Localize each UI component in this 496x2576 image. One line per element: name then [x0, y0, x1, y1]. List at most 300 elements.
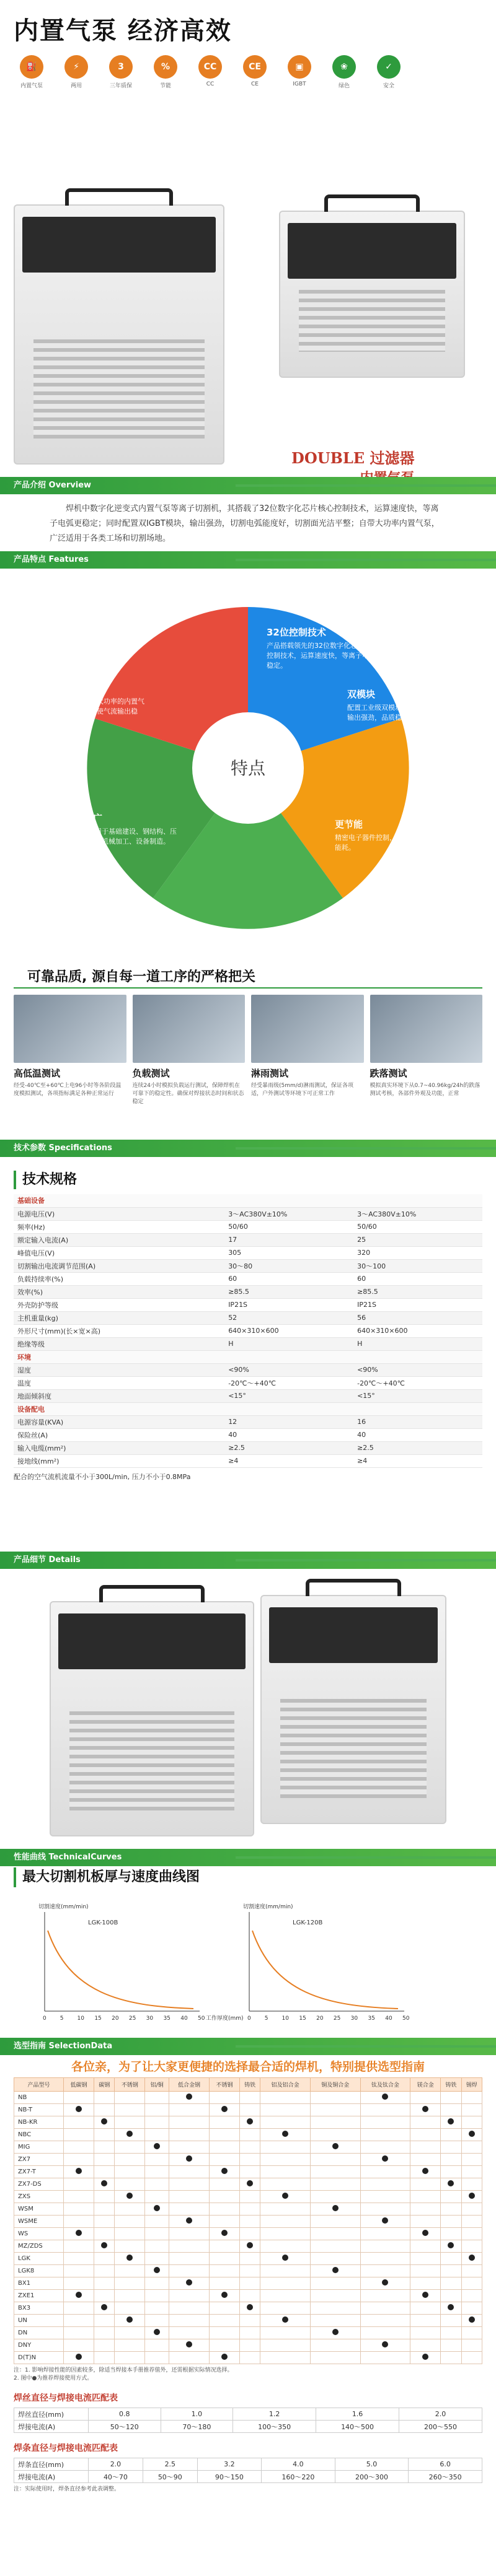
- matrix-cell: [410, 2178, 441, 2191]
- matrix-cell: [441, 2228, 461, 2240]
- recommend-dot-icon: [186, 2341, 192, 2347]
- match-value: 5.0: [335, 2458, 409, 2471]
- matrix-cell: [115, 2253, 145, 2265]
- matrix-cell: [410, 2290, 441, 2302]
- recommend-dot-icon: [332, 2205, 339, 2211]
- spec-row: [14, 1441, 482, 1454]
- machine-control-panel: [269, 1607, 438, 1663]
- matrix-cell: [441, 2191, 461, 2203]
- recommend-dot-icon: [422, 2354, 428, 2360]
- recommend-dot-icon: [469, 2193, 475, 2199]
- matrix-cell: [169, 2302, 210, 2315]
- matrix-cell: [94, 2191, 115, 2203]
- matrix-cell: [209, 2191, 239, 2203]
- matrix-cell: [94, 2104, 115, 2116]
- matrix-model-cell: DN: [14, 2327, 64, 2339]
- matrix-cell: [410, 2277, 441, 2290]
- selection-title: 各位亲，为了让大家更便捷的选择最合适的焊机，特别提供选型指南: [71, 2060, 425, 2074]
- matrix-cell: [169, 2216, 210, 2228]
- matrix-model-cell: MZ/ZDS: [14, 2240, 64, 2253]
- spec-row: [14, 1233, 482, 1246]
- recommend-dot-icon: [332, 2329, 339, 2335]
- tick-label: 25: [128, 2015, 136, 2022]
- features-wheel: [0, 582, 496, 954]
- rod-title: 焊条直径与焊接电流匹配表: [14, 2443, 118, 2453]
- matrix-cell: [209, 2290, 239, 2302]
- matrix-cell: [461, 2141, 482, 2154]
- matrix-cell: [209, 2253, 239, 2265]
- match-value: 260～350: [409, 2471, 482, 2483]
- match-value: 1.0: [161, 2408, 233, 2421]
- energy-icon: %: [154, 55, 177, 79]
- overview-bar: 产品介绍 Overview: [0, 477, 496, 494]
- spec-cell: 50/60: [353, 1220, 482, 1233]
- feature-title: 32位控制技术: [267, 627, 326, 638]
- recommend-dot-icon: [282, 2131, 288, 2137]
- match-value: 200～300: [335, 2471, 409, 2483]
- matrix-cell: [209, 2178, 239, 2191]
- matrix-row: [14, 2302, 482, 2315]
- matrix-cell: [461, 2154, 482, 2166]
- recommend-dot-icon: [221, 2354, 228, 2360]
- matrix-row: [14, 2339, 482, 2352]
- matrix-cell: [169, 2277, 210, 2290]
- spec-row: [14, 1311, 482, 1324]
- match-row: [14, 2471, 482, 2483]
- matrix-cell: [260, 2178, 311, 2191]
- spec-cell: 绝缘等级: [14, 1337, 224, 1350]
- matrix-row: [14, 2240, 482, 2253]
- matrix-model-cell: NBC: [14, 2129, 64, 2141]
- matrix-header-cell: 铝/铜: [145, 2078, 169, 2092]
- matrix-model-cell: WSME: [14, 2216, 64, 2228]
- matrix-cell: [260, 2302, 311, 2315]
- matrix-header-cell: 锡焊: [461, 2078, 482, 2092]
- feature-title: 内置气泵: [56, 683, 94, 694]
- matrix-cell: [64, 2116, 94, 2129]
- recommend-dot-icon: [76, 2354, 82, 2360]
- matrix-cell: [260, 2327, 311, 2339]
- machine-handle: [306, 1579, 401, 1596]
- recommend-dot-icon: [382, 2217, 388, 2224]
- feature-icon-label: 内置气泵: [20, 83, 43, 89]
- matrix-cell: [145, 2302, 169, 2315]
- matrix-cell: [145, 2352, 169, 2364]
- tick-label: 10: [77, 2015, 85, 2022]
- cc-icon: CC: [198, 55, 222, 79]
- matrix-cell: [410, 2240, 441, 2253]
- recommend-dot-icon: [221, 2292, 228, 2298]
- matrix-cell: [240, 2166, 260, 2178]
- spec-cell: 30～80: [224, 1259, 353, 1272]
- matrix-row: [14, 2154, 482, 2166]
- spec-cell: ≥4: [353, 1454, 482, 1467]
- matrix-cell: [310, 2290, 360, 2302]
- chart-series-label: LGK-120B: [293, 1919, 323, 1926]
- spec-cell: -20℃～+40℃: [353, 1376, 482, 1389]
- matrix-cell: [169, 2265, 210, 2277]
- test-desc: 连续24小时模拟负载运行测试，保障焊机在可靠下的稳定性。确保对焊接状态时间和状态稳定: [132, 1083, 244, 1105]
- matrix-cell: [64, 2216, 94, 2228]
- matrix-cell: [410, 2315, 441, 2327]
- matrix-cell: [461, 2240, 482, 2253]
- recommend-dot-icon: [101, 2242, 107, 2248]
- recommend-dot-icon: [422, 2106, 428, 2112]
- tick-label: 0: [43, 2015, 46, 2022]
- spec-cell: 湿度: [14, 1363, 224, 1376]
- matrix-cell: [410, 2216, 441, 2228]
- recommend-dot-icon: [448, 2180, 454, 2186]
- matrix-cell: [360, 2129, 410, 2141]
- spec-cell: [224, 1402, 353, 1415]
- matrix-cell: [310, 2178, 360, 2191]
- matrix-cell: [94, 2302, 115, 2315]
- matrix-cell: [260, 2191, 311, 2203]
- spec-cell: IP21S: [224, 1298, 353, 1311]
- matrix-cell: [209, 2302, 239, 2315]
- match-value: 3.2: [197, 2458, 261, 2471]
- matrix-cell: [94, 2203, 115, 2216]
- matrix-cell: [360, 2141, 410, 2154]
- matrix-cell: [310, 2265, 360, 2277]
- matrix-cell: [115, 2265, 145, 2277]
- spec-cell: 60: [224, 1272, 353, 1285]
- spec-cell: 基础设备: [14, 1194, 224, 1207]
- matrix-cell: [64, 2141, 94, 2154]
- matrix-cell: [441, 2327, 461, 2339]
- matrix-cell: [310, 2191, 360, 2203]
- quality-test-card: [370, 995, 483, 1106]
- feature-icon-label: CC: [206, 81, 215, 87]
- recommend-dot-icon: [332, 2267, 339, 2273]
- test-caption: 跌落测试: [370, 1068, 407, 1079]
- matrix-cell: [441, 2240, 461, 2253]
- matrix-cell: [360, 2265, 410, 2277]
- recommend-dot-icon: [382, 2279, 388, 2286]
- matrix-cell: [169, 2240, 210, 2253]
- electrode-title: 焊丝直径与焊接电流匹配表: [14, 2393, 118, 2403]
- spec-cell: 输入电缆(mm²): [14, 1441, 224, 1454]
- matrix-cell: [240, 2315, 260, 2327]
- match-label: 焊条直径(mm): [14, 2458, 89, 2471]
- match-row: [14, 2408, 482, 2421]
- matrix-cell: [310, 2352, 360, 2364]
- matrix-cell: [310, 2116, 360, 2129]
- matrix-cell: [145, 2129, 169, 2141]
- matrix-row: [14, 2203, 482, 2216]
- matrix-cell: [310, 2302, 360, 2315]
- matrix-model-cell: UN: [14, 2315, 64, 2327]
- recommend-dot-icon: [154, 2143, 160, 2149]
- feature-desc: 产品搭载领先的32位数字化芯片核心控制技术，运算速度快，等离子电弧稳定。: [267, 642, 378, 670]
- matrix-cell: [64, 2253, 94, 2265]
- matrix-cell: [209, 2327, 239, 2339]
- spec-row: [14, 1298, 482, 1311]
- matrix-cell: [145, 2339, 169, 2352]
- matrix-cell: [64, 2290, 94, 2302]
- matrix-cell: [240, 2228, 260, 2240]
- details-bar: 产品细节 Details: [0, 1552, 496, 1569]
- recommend-dot-icon: [247, 2242, 253, 2248]
- matrix-cell: [360, 2339, 410, 2352]
- matrix-header-cell: 铸铁: [441, 2078, 461, 2092]
- tick-label: 15: [94, 2015, 102, 2022]
- match-value: 160～220: [262, 2471, 335, 2483]
- matrix-cell: [360, 2092, 410, 2104]
- matrix-cell: [310, 2092, 360, 2104]
- matrix-cell: [145, 2191, 169, 2203]
- matrix-cell: [209, 2240, 239, 2253]
- matrix-cell: [94, 2141, 115, 2154]
- matrix-cell: [441, 2178, 461, 2191]
- recommend-dot-icon: [332, 2143, 339, 2149]
- matrix-cell: [410, 2166, 441, 2178]
- tick-label: 5: [60, 2015, 64, 2022]
- recommend-dot-icon: [154, 2267, 160, 2273]
- matrix-cell: [260, 2116, 311, 2129]
- quality-photos: [0, 989, 496, 1106]
- recommend-dot-icon: [101, 2118, 107, 2124]
- spec-row: [14, 1428, 482, 1441]
- matrix-row: [14, 2253, 482, 2265]
- test-caption: 高低温测试: [14, 1068, 61, 1079]
- recommend-dot-icon: [469, 2131, 475, 2137]
- test-caption: 负载测试: [132, 1068, 170, 1079]
- matrix-cell: [441, 2339, 461, 2352]
- matrix-cell: [145, 2327, 169, 2339]
- matrix-cell: [461, 2166, 482, 2178]
- spec-cell: 效率(%): [14, 1285, 224, 1298]
- spec-cell: 频率(Hz): [14, 1220, 224, 1233]
- matrix-cell: [64, 2104, 94, 2116]
- overview-text: 焊机中数字化逆变式内置气泵等离子切割机，其搭载了32位数字化芯片核心控制技术，运算速度快，等离子电弧更稳定；同时配置双IGBT模块，输出强劲，切割电弧能度好，切割面光洁平整；自带大功率内置气泵，广泛适用于各类工场和切割场地。: [50, 504, 440, 543]
- matrix-cell: [115, 2240, 145, 2253]
- recommend-dot-icon: [126, 2316, 133, 2323]
- matrix-cell: [145, 2315, 169, 2327]
- matrix-cell: [310, 2166, 360, 2178]
- matrix-cell: [115, 2154, 145, 2166]
- matrix-cell: [115, 2104, 145, 2116]
- x-axis-label: 工作厚度(mm): [206, 2015, 244, 2022]
- matrix-cell: [115, 2228, 145, 2240]
- matrix-cell: [410, 2141, 441, 2154]
- quality-title: 可靠品质, 源自每一道工序的严格把关: [14, 966, 482, 989]
- matrix-cell: [115, 2092, 145, 2104]
- match-value: 40～70: [89, 2471, 143, 2483]
- matrix-cell: [169, 2203, 210, 2216]
- two-phase-icon: ⚡: [64, 55, 88, 79]
- safety-icon: ✓: [377, 55, 401, 79]
- spec-cell: IP21S: [353, 1298, 482, 1311]
- features-wheel-svg: [0, 582, 496, 954]
- recommend-dot-icon: [448, 2304, 454, 2310]
- matrix-model-cell: ZX7: [14, 2154, 64, 2166]
- matrix-header-cell: 低合金钢: [169, 2078, 210, 2092]
- matrix-cell: [461, 2092, 482, 2104]
- matrix-cell: [209, 2092, 239, 2104]
- spec-cell: 设备配电: [14, 1402, 224, 1415]
- spec-row: [14, 1220, 482, 1233]
- air-pump-icon: ⛽: [20, 55, 43, 79]
- matrix-cell: [115, 2315, 145, 2327]
- test-caption: 淋雨测试: [251, 1068, 289, 1079]
- matrix-cell: [240, 2191, 260, 2203]
- recommend-dot-icon: [186, 2155, 192, 2162]
- matrix-cell: [441, 2352, 461, 2364]
- matrix-cell: [169, 2352, 210, 2364]
- matrix-cell: [64, 2352, 94, 2364]
- matrix-cell: [169, 2228, 210, 2240]
- matrix-cell: [310, 2315, 360, 2327]
- matrix-cell: [410, 2104, 441, 2116]
- matrix-cell: [360, 2178, 410, 2191]
- matrix-cell: [64, 2315, 94, 2327]
- match-value: 1.6: [316, 2408, 399, 2421]
- spec-row: [14, 1454, 482, 1467]
- matrix-cell: [145, 2203, 169, 2216]
- machine-vents: [299, 290, 445, 352]
- matrix-cell: [310, 2240, 360, 2253]
- matrix-cell: [169, 2116, 210, 2129]
- matrix-cell: [94, 2154, 115, 2166]
- matrix-cell: [209, 2129, 239, 2141]
- matrix-cell: [169, 2315, 210, 2327]
- matrix-cell: [64, 2166, 94, 2178]
- details-images: [0, 1576, 496, 1836]
- matrix-cell: [441, 2092, 461, 2104]
- matrix-header-cell: 不锈钢: [209, 2078, 239, 2092]
- feature-block: [335, 818, 440, 853]
- matrix-cell: [94, 2339, 115, 2352]
- spec-cell: <15°: [353, 1389, 482, 1402]
- rod-table: [14, 2458, 482, 2483]
- recommend-dot-icon: [247, 2118, 253, 2124]
- recommend-dot-icon: [282, 2193, 288, 2199]
- spec-cell: <90%: [353, 1363, 482, 1376]
- spec-cell: 环境: [14, 1350, 224, 1363]
- matrix-cell: [240, 2092, 260, 2104]
- matrix-cell: [209, 2203, 239, 2216]
- matrix-cell: [260, 2315, 311, 2327]
- spec-row: [14, 1350, 482, 1363]
- matrix-cell: [461, 2191, 482, 2203]
- detail-machine-right: [260, 1595, 446, 1824]
- matrix-cell: [145, 2228, 169, 2240]
- spec-cell: 地面倾斜度: [14, 1389, 224, 1402]
- matrix-cell: [94, 2116, 115, 2129]
- spec-cell: 320: [353, 1246, 482, 1259]
- matrix-cell: [115, 2327, 145, 2339]
- spec-cell: 外壳防护等级: [14, 1298, 224, 1311]
- spec-row: [14, 1272, 482, 1285]
- matrix-cell: [441, 2141, 461, 2154]
- matrix-row: [14, 2104, 482, 2116]
- matrix-header-cell: 铝及铝合金: [260, 2078, 311, 2092]
- matrix-cell: [94, 2228, 115, 2240]
- spec-cell: 峰值电压(V): [14, 1246, 224, 1259]
- test-photo: [370, 995, 483, 1063]
- wheel-center-label: 特点: [230, 758, 266, 779]
- spec-title: 技术规格: [14, 1171, 482, 1189]
- matrix-cell: [260, 2253, 311, 2265]
- matrix-cell: [260, 2166, 311, 2178]
- matrix-cell: [240, 2327, 260, 2339]
- matrix-cell: [441, 2104, 461, 2116]
- tick-label: 15: [299, 2015, 306, 2022]
- matrix-cell: [260, 2352, 311, 2364]
- matrix-cell: [461, 2315, 482, 2327]
- recommend-dot-icon: [221, 2106, 228, 2112]
- recommend-dot-icon: [76, 2106, 82, 2112]
- matrix-model-cell: NB: [14, 2092, 64, 2104]
- match-value: 0.8: [89, 2408, 161, 2421]
- matrix-cell: [441, 2203, 461, 2216]
- matrix-cell: [360, 2302, 410, 2315]
- matrix-cell: [240, 2104, 260, 2116]
- spec-cell: [353, 1194, 482, 1207]
- matrix-cell: [360, 2277, 410, 2290]
- matrix-header-cell: 低碳钢: [64, 2078, 94, 2092]
- matrix-cell: [94, 2240, 115, 2253]
- matrix-row: [14, 2191, 482, 2203]
- match-value: 90～150: [197, 2471, 261, 2483]
- matrix-cell: [145, 2154, 169, 2166]
- matrix-cell: [94, 2327, 115, 2339]
- spec-cell: 50/60: [224, 1220, 353, 1233]
- matrix-cell: [260, 2277, 311, 2290]
- matrix-cell: [461, 2327, 482, 2339]
- spec-cell: H: [224, 1337, 353, 1350]
- machine-control-panel: [288, 223, 456, 279]
- matrix-cell: [64, 2265, 94, 2277]
- matrix-cell: [240, 2352, 260, 2364]
- matrix-cell: [441, 2166, 461, 2178]
- feature-icon-label: IGBT: [293, 81, 306, 87]
- matrix-model-cell: BX3: [14, 2302, 64, 2315]
- matrix-model-cell: DNY: [14, 2339, 64, 2352]
- tick-label: 40: [180, 2015, 188, 2022]
- matrix-model-cell: ZXS: [14, 2191, 64, 2203]
- spec-cell: 56: [353, 1311, 482, 1324]
- recommend-dot-icon: [469, 2316, 475, 2323]
- tick-label: 50: [402, 2015, 410, 2022]
- match-value: 6.0: [409, 2458, 482, 2471]
- spec-cell: 305: [224, 1246, 353, 1259]
- spec-cell: 40: [353, 1428, 482, 1441]
- curve-line: [48, 1931, 193, 2009]
- feature-desc: 配置工业级双模块功率器件，输出强劲，品质稳定。: [347, 704, 436, 722]
- matrix-cell: [461, 2265, 482, 2277]
- spec-cell: 电源电压(V): [14, 1207, 224, 1220]
- matrix-cell: [360, 2203, 410, 2216]
- matrix-cell: [260, 2216, 311, 2228]
- recommend-dot-icon: [422, 2230, 428, 2236]
- tick-label: 10: [281, 2015, 290, 2022]
- matrix-cell: [260, 2290, 311, 2302]
- matrix-cell: [145, 2092, 169, 2104]
- spec-cell: 17: [224, 1233, 353, 1246]
- matrix-cell: [441, 2315, 461, 2327]
- recommend-dot-icon: [186, 2217, 192, 2224]
- matrix-header-cell: 钛及钛合金: [360, 2078, 410, 2092]
- recommend-dot-icon: [76, 2292, 82, 2298]
- spec-cell: 3～AC380V±10%: [224, 1207, 353, 1220]
- matrix-cell: [115, 2203, 145, 2216]
- spec-cell: 3～AC380V±10%: [353, 1207, 482, 1220]
- matrix-cell: [410, 2302, 441, 2315]
- features-bar: 产品特点 Features: [0, 551, 496, 569]
- matrix-row: [14, 2277, 482, 2290]
